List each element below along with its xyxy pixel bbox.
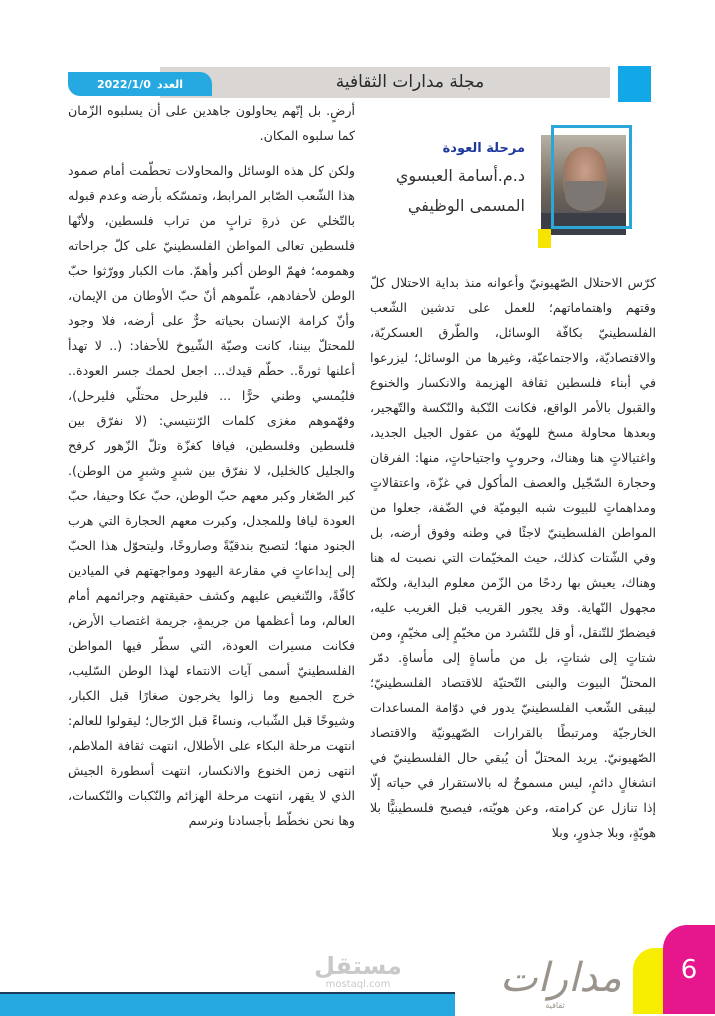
- photo-frame: [551, 125, 632, 229]
- footer-bar: [0, 992, 455, 1016]
- magazine-title: مجلة مدارات الثقافية: [335, 72, 485, 92]
- article-column-right: [370, 270, 656, 845]
- issue-number: 2022/1/0: [96, 77, 151, 91]
- logo-mark: مدارات: [500, 955, 622, 1001]
- article-paragraph: كرّس الاحتلال الصّهيونيّ وأعوانه منذ بداية الاحتلال كلّ وقتهم واهتماماتهم؛ للعمل على تدشين الشّعب الفلسطينيّ بكافّة الوسائل، والطّرق العسكريّة، والاقتصاديّة، والاجتماعيّة، وغيرها من الوسائل؛ ليزرعوا في أبناء فلسطين ثقافة الهزيمة والانكسار والخنوع والقبول بالأمر الواقع، فكانت النّكبة والنّكسة والتّهجير، وبعدها محاولة مسخ للهويّة من عقول الجيل الجديد، واغتيالاتٍ هنا وهناك، وحروبٍ واجتياحاتٍ، منها: الفرقان وحجارة السّجّيل والعصف المأكول في غزّة، واعتقالاتٍ ومداهماتٍ للبيوت شبه اليوميّة في الضّفة، جعلوا من المواطن الفلسطينيّ لاجئًا في وطنه وفوق أرضه، بل وفي الشّتات كذلك، حيث المخيّمات التي نصبت له هنا وهناك، يعيش بها ردحًا من الزّمن معلوم البداية، ولكنّه مجهول النّهاية. وقد يجور القريب قبل الغريب عليه، فيضطرّ للتّنقل، أو قل للتّشرد من مخيّمٍ إلى مخيّمٍ، ومن شتاتٍ إلى شتاتٍ، بل من مأساةٍ إلى مأساةٍ. دمّر المحتلّ البيوت والبنى التّحتيّة للاقتصاد الفلسطينيّ؛ ليبقى الشّعب الفلسطينيّ يدور في دوّامة المساعدات الخارجيّة ومرتبطًا بالقرارات الصّهيونيّة والاقتصاد الصّهيونيّ. يريد المحتلّ أن يُبقي حال الفلسطينيّ في انشغالٍ دائمٍ، ليس مسموحٌ له بالاستقرار في حياته إلّا إذا تنازل عن كرامته، وعن هويّته، فيصبح فلسطينيًّا بلا هويّةٍ، وبلا جذورٍ، وبلا: [370, 275, 656, 840]
- author-block: [360, 137, 525, 221]
- logo-subtext: ثقافية: [545, 1001, 565, 1010]
- watermark-arabic: مستقل: [314, 952, 402, 980]
- magazine-logo: [500, 955, 622, 1013]
- article-paragraph: ولكن كل هذه الوسائل والمحاولات تحطّمت أمام صمود هذا الشّعب الصّابر المرابط، وتمسّكه بأرضه وعدم قبوله بالتّخلي عن ذرةِ ترابٍ من تراب فلسطين، ولأنّها فلسطين تعالى المواطن الفلسطينيّ على كلّ جراحاته وهمومه؛ فهمّ الوطن أكبر وأهمّ. مات الكبار وورّثوا حبّ الوطن لأحفادهم، علّموهم أنّ حبّ الأوطان من الإيمان، وأنّ كرامة الإنسان بحياته حرٌّ على أرضه، فلا وجود للمحتلّ بيننا، كانت وصيّة الشّيوخ للأحفاد: (.. لا تهدأ أعلنها ثورةً.. حطّم قيدك... اجعل لحمك جسر العودة.. فليُمسي وطني حرًّا ... فليرحل محتلّي فليرحل)، وفهّموهم مغزى كلمات الرّنتيسي: (لا نفرّق بين فلسطين وفلسطين، فيافا كغزّة وتلّ الزّهور كرفح والجليل كالخليل، لا نفرّق بين شبرٍ وشبرٍ من الوطن). كبر الصّغار وكبر معهم حبّ الوطن، حبّ عكا وحيفا، حبّ العودة ليافا وللمجدل، وكبرت معهم الحجارة التي هرب الجنود منها؛ لتصبح بندقيّةً وصاروخًا، وليتحوّل هذا الحبّ إلى إبداعاتٍ في مقارعة اليهود ومواجهتهم في الميادين كافّةً، والتّنغيص عليهم وكشف حقيقتهم وجرائمهم أمام العالم، وما أعظمها من جريمةٍ، جريمة اغتصاب الأرض، فكانت مسيرات العودة، التي سطّر فيها المواطن الفلسطينيّ أسمى آيات الانتماء لهذا الوطن السّليب، خرج الجميع وما زالوا يخرجون صغارًا قبل الكبار، وشيوخًا قبل الشّباب، ونساءً قبل الرّجال؛ ليقولوا للعالم: انتهت مرحلة البكاء على الأطلال، انتهت ثقافة الملاطم، انتهى زمن الخنوع والانكسار، انتهت أسطورة الجيش الذي لا يقهر، انتهت مرحلة الهزائم والنّكبات والنّكسات، وها نحن نخطّط بأجسادنا ونرسم: [68, 163, 355, 828]
- article-column-left: [68, 98, 355, 833]
- issue-badge: [68, 72, 212, 96]
- author-title: المسمى الوظيفي: [407, 196, 525, 215]
- page-number: 6: [680, 955, 698, 985]
- watermark-english: mostaql.com: [325, 979, 391, 990]
- mostaql-watermark: [310, 953, 406, 991]
- section-label: مرحلة العودة: [442, 141, 525, 156]
- photo-accent-square: [538, 229, 551, 248]
- header-accent-square: [618, 66, 651, 102]
- author-name: د.م.أسامة العبسوي: [395, 166, 525, 185]
- issue-label: العدد: [156, 77, 184, 91]
- article-paragraph: أرضٍ. بل إنّهم يحاولون جاهدين على أن يسلبوه الزّمان كما سلبوه المكان.: [68, 103, 355, 143]
